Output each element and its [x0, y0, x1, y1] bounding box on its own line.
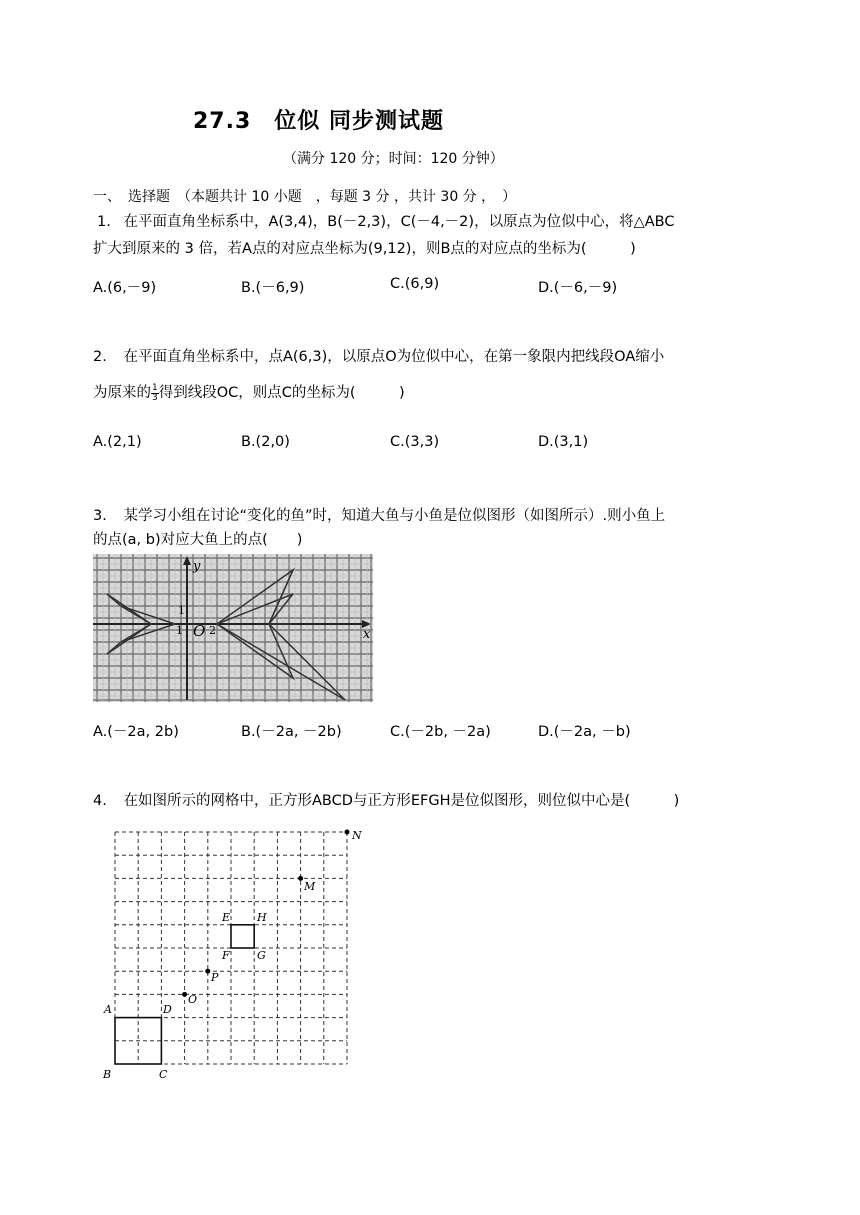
question-3-option-b[interactable]: B.(－2a, －2b) [241, 724, 342, 740]
question-1-line1: 在平面直角坐标系中，A(3,4)，B(－2,3)，C(－4,－2)，以原点为位似中心，将△ABC [123, 214, 675, 230]
question-2-line1: 在平面直角坐标系中，点A(6,3)，以原点O为位似中心，在第一象限内把线段OA缩小 [123, 349, 665, 365]
square-grid-figure [98, 822, 368, 1082]
question-4-line1: 在如图所示的网格中，正方形ABCD与正方形EFGH是位似图形，则位似中心是( ) [123, 793, 680, 809]
point-n [345, 830, 350, 835]
point-m [298, 876, 303, 881]
question-2-line2 [93, 382, 405, 404]
section-heading: 一、 选择题 （本题共计 10 小题 ，每题 3 分 ，共计 30 分 ， ） [93, 189, 517, 205]
fraction-numerator: 1 [152, 382, 158, 393]
fish-figure [93, 554, 373, 702]
fish-label-one-up: 1 [178, 604, 185, 617]
fish-label-x: x [363, 627, 371, 642]
fish-label-one-right: 2 [209, 624, 216, 637]
point-o [182, 992, 187, 997]
question-2-option-a[interactable]: A.(2,1) [93, 434, 142, 450]
question-3-line1: 某学习小组在讨论“变化的鱼”时，知道大鱼与小鱼是位似图形（如图所示）.则小鱼上 [123, 508, 666, 524]
question-2-line2-pre: 为原来的 [93, 385, 151, 401]
question-1 [97, 211, 674, 233]
question-1-option-d[interactable]: D.(－6,－9) [538, 280, 618, 296]
label-h: H [257, 911, 267, 924]
label-a: A [104, 1003, 112, 1016]
label-f: F [222, 949, 230, 962]
label-d: D [163, 1003, 172, 1016]
label-m: M [304, 880, 316, 893]
question-3 [93, 505, 665, 527]
fraction-one-third [151, 384, 159, 403]
question-3-option-d[interactable]: D.(－2a, －b) [538, 724, 631, 740]
question-3-option-a[interactable]: A.(－2a, 2b) [93, 724, 179, 740]
question-2-option-d[interactable]: D.(3,1) [538, 434, 589, 450]
question-2-option-c[interactable]: C.(3,3) [390, 434, 440, 450]
point-p [205, 969, 210, 974]
label-o: O [188, 993, 198, 1006]
square-efgh [231, 925, 254, 948]
question-3-option-c[interactable]: C.(－2b, －2a) [390, 724, 491, 740]
question-1-line2: 扩大到原来的 3 倍，若A点的对应点坐标为(9,12)，则B点的对应点的坐标为( ) [93, 241, 636, 257]
label-c: C [159, 1068, 168, 1081]
page-title: 27.3 位似 同步测试题 [193, 109, 444, 134]
question-2-line2-post: 得到线段OC，则点C的坐标为( ) [158, 385, 405, 401]
question-2 [93, 346, 664, 368]
label-p: P [211, 971, 219, 984]
question-4-number: 4. [93, 793, 107, 809]
fish-label-origin: O [193, 622, 206, 640]
question-1-option-a[interactable]: A.(6,－9) [93, 280, 157, 296]
question-4 [93, 790, 679, 812]
question-3-line2: 的点(a, b)对应大鱼上的点( ) [93, 532, 303, 548]
fraction-denominator: 3 [152, 392, 158, 403]
question-3-number: 3. [93, 508, 107, 524]
page-subtitle: （满分 120 分；时间：120 分钟） [283, 151, 504, 167]
question-1-option-c[interactable]: C.(6,9) [390, 276, 440, 292]
label-b: B [103, 1068, 112, 1081]
label-g: G [257, 949, 266, 962]
fish-label-y: y [193, 559, 201, 574]
question-2-number: 2. [93, 349, 107, 365]
fish-label-one-left: 1 [176, 624, 183, 637]
question-1-option-b[interactable]: B.(－6,9) [241, 280, 305, 296]
label-e: E [222, 911, 231, 924]
question-2-option-b[interactable]: B.(2,0) [241, 434, 290, 450]
label-n: N [352, 829, 362, 842]
question-1-number: 1. [97, 214, 111, 230]
